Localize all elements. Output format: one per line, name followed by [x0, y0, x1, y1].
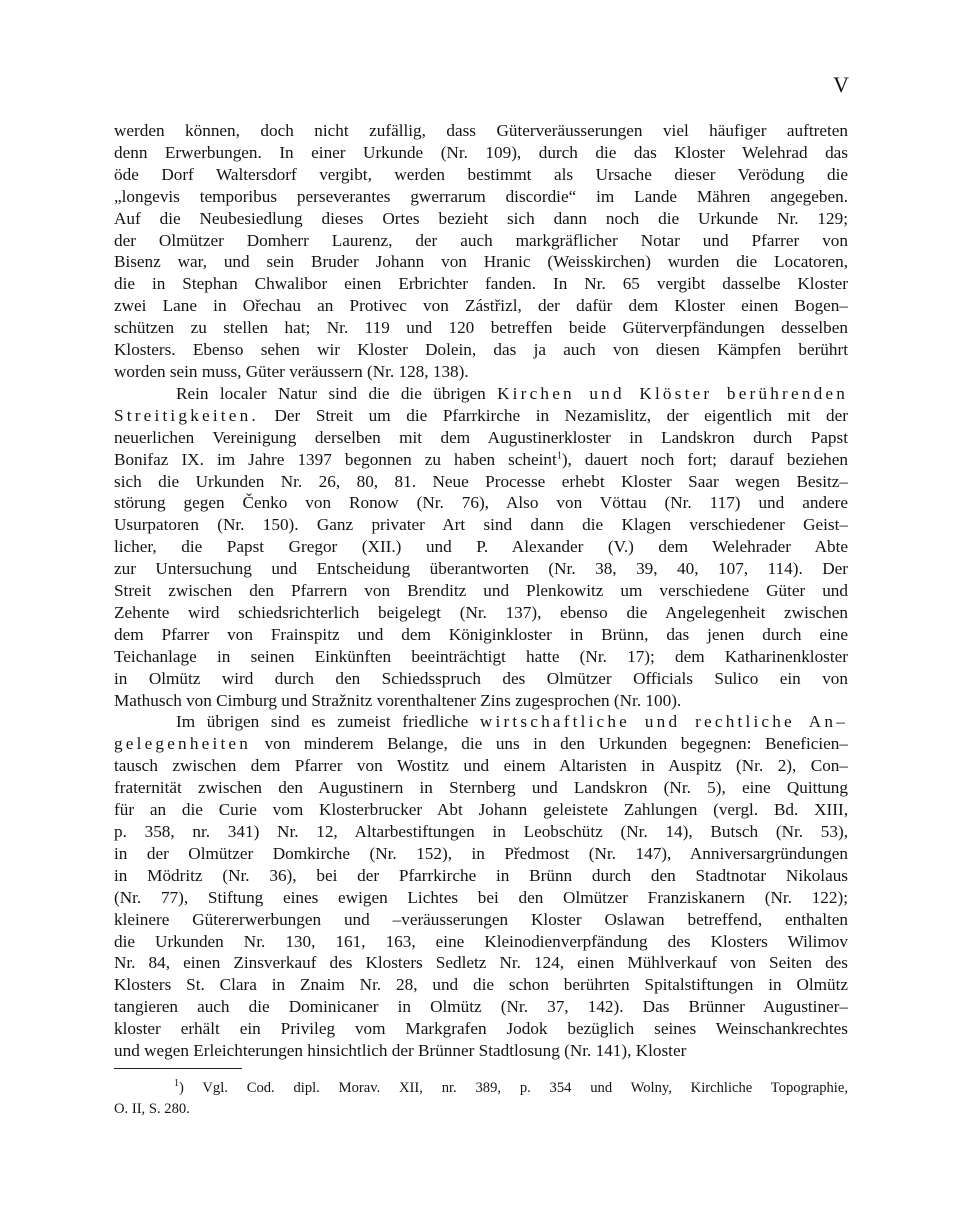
text-line — [114, 974, 848, 996]
text-line — [114, 536, 848, 558]
text-run: schützen zu stellen hat; Nr. 119 und 120 betreffen beide Güterverpfändungen desselben — [114, 318, 848, 338]
text-run: Zehente wird schiedsrichterlich beigelegt (Nr. 137), ebenso die Angelegenheit zwischen — [114, 602, 848, 622]
text-run: Streit zwischen den Pfarrern von Brenditz und Plenkowitz um verschiedene Güter und — [114, 581, 848, 601]
text-line — [114, 251, 848, 273]
page-number: V — [833, 72, 850, 97]
text-line — [114, 690, 848, 712]
text-line — [114, 1099, 848, 1120]
text-line — [114, 580, 848, 602]
text-line — [114, 602, 848, 624]
text-run: in der Olmützer Domkirche (Nr. 152), in Předmost (Nr. 147), Anniversargründungen — [114, 843, 848, 863]
text-run: Im übrigen sind es zumeist friedliche — [176, 712, 480, 732]
spaced-emphasis: Kirchen und Klöster berührenden — [497, 383, 848, 403]
text-run: dem Pfarrer von Frainspitz und dem Königinkloster in Brünn, das jenen durch eine — [114, 624, 848, 644]
text-line — [114, 865, 848, 887]
text-run: öde Dorf Waltersdorf vergibt, werden bestimmt als Ursache dieser Verödung die — [114, 164, 848, 184]
footnote-rule — [114, 1068, 242, 1069]
footnote — [114, 1078, 848, 1120]
text-line — [114, 931, 848, 953]
text-run: Der Streit um die Pfarrkirche in Nezamislitz, der eigentlich mit der — [258, 405, 848, 425]
text-line — [114, 843, 848, 865]
text-run: kleinere Gütererwerbungen und –veräusserungen Kloster Oslawan betreffend, enthalten — [114, 909, 848, 929]
text-line — [114, 1078, 848, 1099]
text-line — [114, 208, 848, 230]
text-line — [114, 471, 848, 493]
text-run: licher, die Papst Gregor (XII.) und P. Alexander (V.) dem Welehrader Abte — [114, 537, 848, 557]
text-run: Nr. 84, einen Zinsverkauf des Klosters Sedletz Nr. 124, einen Mühlverkauf von Seiten des — [114, 953, 848, 973]
text-run: sich die Urkunden Nr. 26, 80, 81. Neue Processe erhebt Kloster Saar wegen Besitz– — [114, 471, 848, 491]
text-run: kloster erhält ein Privileg vom Markgrafen Jodok bezüglich seines Weinschankrechtes — [114, 1019, 848, 1039]
text-line — [114, 273, 848, 295]
text-line — [114, 186, 848, 208]
text-line — [114, 361, 848, 383]
spaced-emphasis: Streitigkeiten. — [114, 405, 259, 425]
text-run: zur Untersuchung und Entscheidung überantworten (Nr. 38, 39, 40, 107, 114). Der — [114, 559, 848, 579]
text-run: Auf die Neubesiedlung dieses Ortes bezieht sich dann noch die Urkunde Nr. 129; — [114, 208, 848, 228]
text-run: Usurpatoren (Nr. 150). Ganz privater Art sind dann die Klagen verschiedener Geist– — [114, 515, 848, 535]
text-run: p. 358, nr. 341) Nr. 12, Altarbestiftungen in Leobschütz (Nr. 14), Butsch (Nr. 53), — [114, 822, 848, 841]
text-run: Bonifaz IX. im Jahre 1397 begonnen zu haben scheint — [114, 449, 557, 469]
text-line — [114, 755, 848, 777]
text-run: ), dauert noch fort; darauf beziehen — [561, 449, 848, 469]
text-run: in Olmütz wird durch den Schiedsspruch des Olmützer Officials Sulico ein von — [114, 668, 848, 688]
text-line — [114, 821, 848, 843]
text-run: und wegen Erleichterungen hinsichtlich der Brünner Stadtlosung (Nr. 141), Kloster — [114, 1041, 687, 1061]
text-run: tangieren auch die Dominicaner in Olmütz (Nr. 37, 142). Das Brünner Augustiner– — [114, 997, 848, 1017]
text-line — [114, 733, 848, 755]
text-line — [114, 230, 848, 252]
spaced-emphasis: gelegenheiten — [114, 734, 252, 754]
spaced-emphasis: wirtschaftliche und rechtliche An– — [479, 712, 848, 732]
text-line — [114, 558, 848, 580]
text-line — [114, 909, 848, 931]
text-line — [114, 427, 848, 449]
text-run: ) Vgl. Cod. dipl. Morav. XII, nr. 389, p. 354 und Wolny, Kirchliche Topographie, — [179, 1080, 848, 1096]
footnote-marker: 1 — [556, 449, 562, 461]
text-line — [114, 142, 848, 164]
text-line — [114, 952, 848, 974]
text-run: störung gegen Čenko von Ronow (Nr. 76), Also von Vöttau (Nr. 117) und andere — [114, 493, 848, 513]
text-run: Teichanlage in seinen Einkünften beeinträchtigt hatte (Nr. 17); dem Katharinenkloster — [114, 646, 848, 666]
text-run: (Nr. 77), Stiftung eines ewigen Lichtes bei den Olmützer Franziskanern (Nr. 122); — [114, 887, 848, 907]
text-run: Rein localer Natur sind die die übrigen — [176, 383, 498, 403]
text-line — [114, 405, 848, 427]
text-line — [114, 383, 848, 405]
text-run: „longevis temporibus perseverantes gwerrarum discordie“ im Lande Mähren angegeben. — [114, 186, 848, 206]
text-line — [114, 1018, 848, 1040]
text-line — [114, 799, 848, 821]
text-run: neuerlichen Vereinigung derselben mit dem Augustinerkloster in Landskron durch Papst — [114, 427, 848, 447]
text-line — [114, 514, 848, 536]
text-run: von minderem Belange, die uns in den Urkunden begegnen: Beneficien– — [251, 734, 848, 754]
text-line — [114, 120, 848, 142]
text-run: die Urkunden Nr. 130, 161, 163, eine Kleinodienverpfändung des Klosters Wilimov — [114, 931, 848, 951]
text-line — [114, 339, 848, 361]
text-line — [114, 492, 848, 514]
text-line — [114, 668, 848, 690]
text-line — [114, 449, 848, 471]
text-line — [114, 711, 848, 733]
text-run: zwei Lane in Ořechau an Protivec von Zástřizl, der dafür dem Kloster einen Bogen– — [114, 296, 848, 316]
text-line — [114, 996, 848, 1018]
text-run: worden sein muss, Güter veräussern (Nr. 128, 138). — [114, 361, 469, 381]
text-run: der Olmützer Domherr Laurenz, der auch markgräflicher Notar und Pfarrer von — [114, 230, 848, 250]
text-run: Klosters St. Clara in Znaim Nr. 28, und die schon berührten Spitalstiftungen in Olmütz — [114, 975, 848, 995]
body-text — [114, 120, 848, 1062]
text-run: tausch zwischen dem Pfarrer von Wostitz und einem Altaristen in Auspitz (Nr. 2), Con– — [114, 756, 848, 776]
text-run: denn Erwerbungen. In einer Urkunde (Nr. 109), durch die das Kloster Welehrad das — [114, 142, 848, 162]
text-line — [114, 624, 848, 646]
text-run: fraternität zwischen den Augustinern in Sternberg und Landskron (Nr. 5), eine Quittung — [114, 778, 848, 798]
text-run: O. II, S. 280. — [114, 1101, 190, 1117]
text-run: Mathusch von Cimburg und Stražnitz vorenthaltener Zins zugesprochen (Nr. 100). — [114, 690, 682, 710]
text-line — [114, 1040, 848, 1062]
text-line — [114, 646, 848, 668]
text-run: die in Stephan Chwalibor einen Erbrichter fanden. In Nr. 65 vergibt dasselbe Kloster — [114, 274, 848, 294]
text-run: für an die Curie vom Klosterbrucker Abt Johann geleistete Zahlungen (vergl. Bd. XIII, — [114, 800, 848, 820]
text-run: Klosters. Ebenso sehen wir Kloster Dolein, das ja auch von diesen Kämpfen berührt — [114, 340, 848, 360]
text-line — [114, 887, 848, 909]
text-line — [114, 777, 848, 799]
text-line — [114, 317, 848, 339]
footnote-marker: 1 — [174, 1078, 179, 1090]
text-run: in Mödritz (Nr. 36), bei der Pfarrkirche in Brünn durch den Stadtnotar Nikolaus — [114, 865, 848, 885]
text-run: Bisenz war, und sein Bruder Johann von Hranic (Weisskirchen) wurden die Locatoren, — [114, 252, 848, 272]
text-line — [114, 295, 848, 317]
text-run: werden können, doch nicht zufällig, dass Güterveräusserungen viel häufiger auftreten — [114, 121, 848, 140]
text-line — [114, 164, 848, 186]
